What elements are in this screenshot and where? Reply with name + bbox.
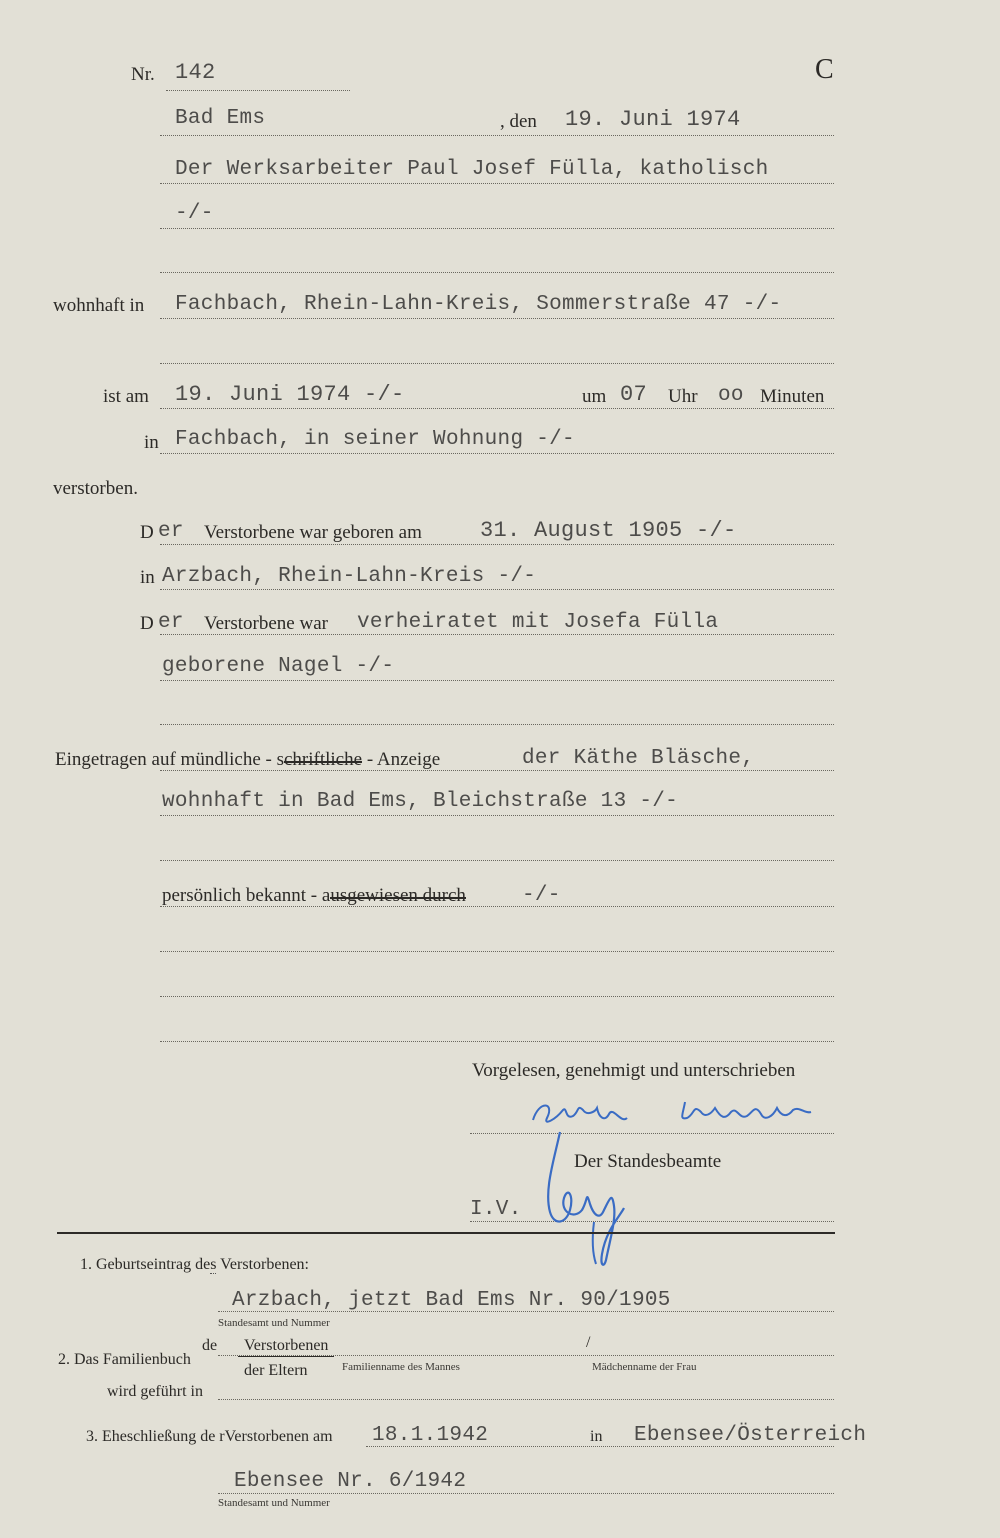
footnote-2-wife-caption: Mädchenname der Frau [592,1361,697,1373]
series-letter: C [815,54,834,85]
footnote-2-rule-2 [218,1399,834,1400]
residence-rule-2 [160,363,834,364]
footnote-3-caption: Standesamt und Nummer [218,1497,330,1509]
footnote-2-slash: / [586,1334,591,1351]
marriage-rule-3 [160,724,834,725]
birth-place-rule [160,589,834,590]
birth-label: Verstorbene war geboren am [204,522,422,543]
death-hour: 07 [620,382,648,407]
marriage-value-2: geborene Nagel -/- [162,655,395,678]
report-value-1: der Käthe Bläsche, [522,747,755,770]
residence-value: Fachbach, Rhein-Lahn-Kreis, Sommerstraße 47 -/- [175,293,782,316]
death-place-rule [160,453,834,454]
report-value-2: wohnhaft in Bad Ems, Bleichstraße 13 -/- [162,790,679,813]
footnote-2-husband-caption: Familienname des Mannes [342,1361,460,1373]
identity-struck-text: usgewiesen durch [330,885,466,906]
footnote-3-in: in [590,1428,603,1445]
footnote-3-value: Ebensee Nr. 6/1942 [234,1470,467,1493]
death-place-label: in [144,432,159,453]
footnote-3-place: Ebensee/Österreich [634,1424,867,1447]
person-line-2: -/- [175,202,214,225]
marriage-d-suffix: er [158,611,184,634]
footnote-2-kept-in: wird geführt in [107,1383,203,1400]
minuten-label: Minuten [760,386,825,407]
birth-place: Arzbach, Rhein-Lahn-Kreis -/- [162,565,537,588]
marriage-rule-2 [160,680,834,681]
nr-value: 142 [175,60,216,85]
footnote-3-date: 18.1.1942 [372,1424,489,1447]
report-rule-2 [160,815,834,816]
identity-rule-2 [160,951,834,952]
residence-rule [160,318,834,319]
nr-line [166,90,350,91]
person-line-3-rule [160,272,834,273]
register-date: 19. Juni 1974 [565,107,741,132]
den-label: , den [500,111,537,132]
person-line-1-rule [160,183,834,184]
identity-label: persönlich bekannt - ausgewiesen durch [162,885,466,906]
footnote-3-rule [366,1446,834,1447]
footnote-2-label: 2. Das Familienbuch [58,1351,191,1368]
registrar-title: Der Standesbeamte [574,1151,722,1172]
birth-date-rule [160,544,834,545]
signature-line-2 [470,1221,834,1222]
identity-value: -/- [522,884,561,907]
footnote-2-de: de [202,1337,218,1354]
person-line-1: Der Werksarbeiter Paul Josef Fülla, katholisch [175,158,769,181]
footnote-1-value: Arzbach, jetzt Bad Ems Nr. 90/1905 [232,1289,671,1312]
birth-place-label: in [140,567,155,588]
person-line-2-rule [160,228,834,229]
footnote-1-rule [218,1311,834,1312]
death-date: 19. Juni 1974 -/- [175,382,405,407]
footer-divider [57,1232,835,1234]
footnote-2-fraction-bar [238,1356,334,1357]
identity-rule-4 [160,1041,834,1042]
iv-label: I.V. [470,1198,522,1221]
place-line [160,135,834,136]
footnote-2-parents: der Eltern [244,1362,308,1379]
marriage-rule-1 [160,634,834,635]
identity-rule-3 [160,996,834,997]
footnote-3-rule-2 [218,1493,834,1494]
birth-d-suffix: er [158,520,184,543]
verstorben-label: verstorben. [53,478,138,499]
um-label: um [582,386,607,407]
footnote-1-caption: Standesamt und Nummer [218,1317,330,1329]
nr-label: Nr. [131,64,155,85]
birth-date: 31. August 1905 -/- [480,518,737,543]
footnote-2-deceased: Verstorbenen [244,1337,329,1354]
residence-label: wohnhaft in [53,295,145,316]
footnote-1-label: 1. Geburtseintrag des Verstorbenen: [80,1256,309,1273]
registrar-signature [530,1120,640,1270]
report-rule-3 [160,860,834,861]
report-label: Eingetragen auf mündliche - schriftliche - Anzeige [55,749,441,770]
read-approved-label: Vorgelesen, genehmigt und unterschrieben [472,1060,796,1081]
identity-rule-1 [160,906,834,907]
register-place: Bad Ems [175,107,266,130]
footnote-3-label: 3. Eheschließung de rVerstorbenen am [86,1428,333,1445]
death-minutes: oo [718,384,744,407]
marriage-value-1: verheiratet mit Josefa Fülla [357,611,719,634]
death-date-rule [160,408,834,409]
marriage-d-prefix: D [140,613,154,634]
report-struck-text: chriftliche [283,749,363,770]
death-date-label: ist am [103,386,149,407]
death-place: Fachbach, in seiner Wohnung -/- [175,428,575,451]
birth-d-prefix: D [140,522,154,543]
marriage-label: Verstorbene war [204,613,328,634]
uhr-label: Uhr [668,386,698,407]
report-rule-1 [160,770,834,771]
